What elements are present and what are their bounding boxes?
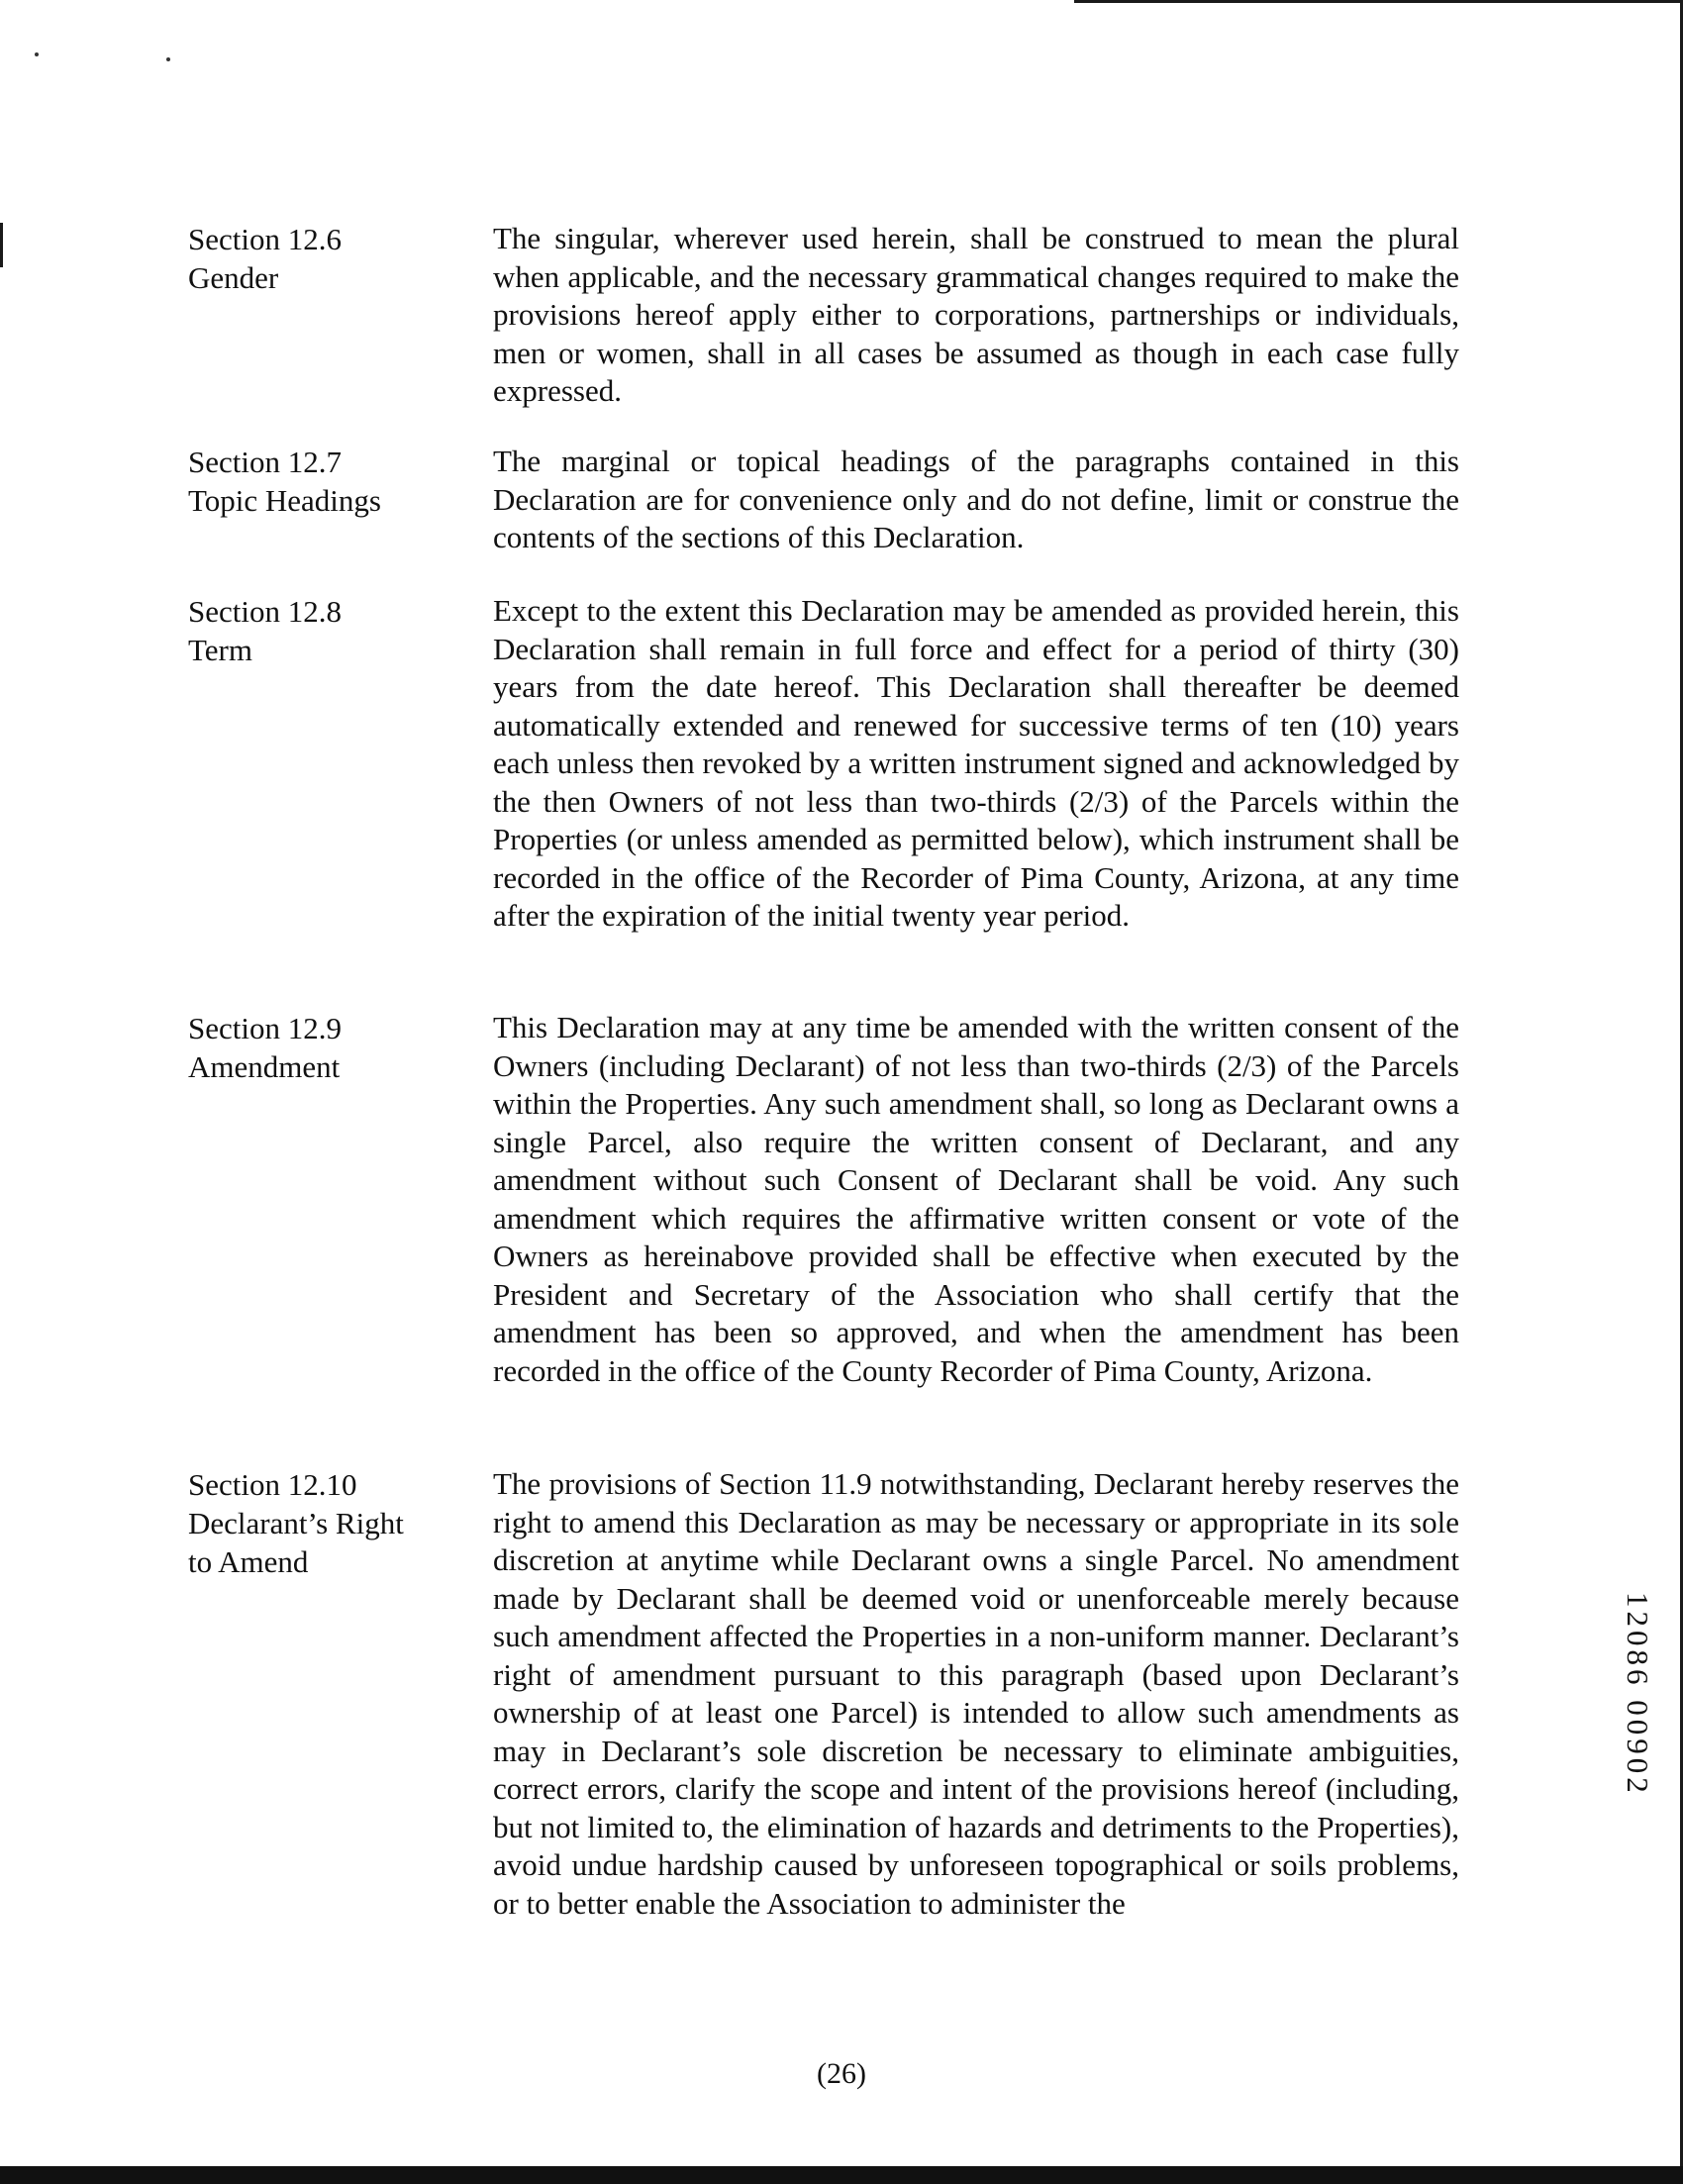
section-text: The provisions of Section 11.9 notwithstanding, Declarant hereby reserves the right to amend this Declaration as may be necessary or appropriate in its sole discretion at anytime while Declarant owns a single Parcel. No amendment made by Declarant shall be deemed void or unenforceable merely because such amendment affected the Properties in a non-uniform manner. Declarant’s right of amendment pursuant to this paragraph (based upon Declarant’s ownership of at least one Parcel) is intended to allow such amendments as may in Declarant’s sole discretion be necessary to eliminate ambiguities, correct errors, clarify the scope and intent of the provisions hereof (including, but not limited to, the elimination of hazards and detriments to the Properties), avoid undue hardship caused by unforeseen topographical or soils problems, or to better enable the Association to administer the [493,1466,1459,1921]
section-label: Section 12.10 Declarant’s Right to Amend [188,1467,404,1579]
section-label: Section 12.7 Topic Headings [188,445,381,518]
scan-bottom-border [0,2166,1683,2184]
scan-top-border [1074,0,1683,3]
scan-speck [166,57,170,61]
recording-stamp: 12086 00902 [1621,1592,1655,1797]
section-text: Except to the extent this Declaration may be amended as provided herein, this Declaration shall remain in full force and effect for a period of thirty (30) years from the date hereof. This Declaration shall thereafter be deemed automatically extended and renewed for successive terms of ten (10) years each unless then revoked by a written instrument signed and acknowledged by the then Owners of not less than two-thirds (2/3) of the Parcels within the Properties (or unless amended as permitted below), which instrument shall be recorded in the office of the Recorder of Pima County, Arizona, at any time after the expiration of the initial twenty year period. [493,593,1459,933]
section-label: Section 12.9 Amendment [188,1011,342,1084]
page-number: (26) [817,2057,866,2090]
section-text: This Declaration may at any time be amended with the written consent of the Owners (including Declarant) of not less than two-thirds (2/3) of the Parcels within the Properties. Any such amendment shall, so long as Declarant owns a single Parcel, also require the written consent of Declarant, and any amendment without such Consent of Declarant shall be void. Any such amendment which requires the affirmative written consent or vote of the Owners as hereinabove provided shall be effective when executed by the President and Secretary of the Association who shall certify that the amendment has been so approved, and when the amendment has been recorded in the office of the County Recorder of Pima County, Arizona. [493,1010,1459,1388]
section-text: The singular, wherever used herein, shall be construed to mean the plural when applicable, and the necessary grammatical changes required to make the provisions hereof apply either to corporations, partnerships or individuals, men or women, shall in all cases be assumed as though in each case fully expressed. [493,221,1459,408]
scan-left-mark [0,223,3,267]
section-label: Section 12.8 Term [188,594,342,667]
section-label: Section 12.6 Gender [188,222,342,295]
scan-speck [35,52,39,56]
section-text: The marginal or topical headings of the paragraphs contained in this Declaration are for convenience only and do not define, limit or construe the contents of the sections of this Declaration. [493,444,1459,554]
